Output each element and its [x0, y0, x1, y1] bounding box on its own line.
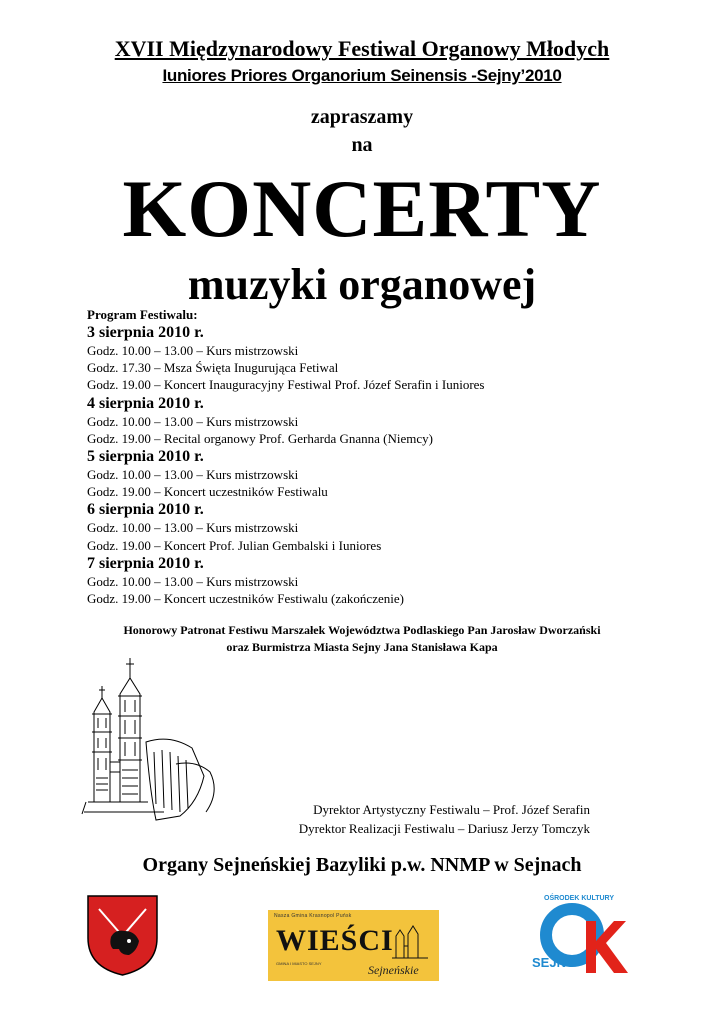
coat-of-arms-logo — [85, 893, 160, 978]
directors — [200, 800, 590, 838]
wiesci-wordmark: WIEŚCI — [276, 924, 394, 957]
event-line: Godz. 19.00 – Koncert uczestników Festiwalu (zakończenie) — [87, 591, 404, 607]
wiesci-script: Sejneńskie — [368, 963, 419, 977]
production-director: Dyrektor Realizacji Festiwalu – Dariusz Jerzy Tomczyk — [298, 821, 590, 836]
event-line: Godz. 10.00 – 13.00 – Kurs mistrzowski — [87, 467, 299, 483]
invite-line-2: na — [351, 134, 373, 156]
day-date: 6 sierpnia 2010 r. — [87, 501, 204, 519]
day-date: 7 sierpnia 2010 r. — [87, 554, 204, 572]
day-date: 5 sierpnia 2010 r. — [87, 448, 204, 466]
program-day — [87, 554, 687, 607]
organ-line: Organy Sejneńskiej Bazyliki p.w. NNMP w Sejnach — [142, 854, 582, 876]
event-line: Godz. 19.00 – Koncert uczestników Festiwalu — [87, 484, 328, 500]
festival-subtitle: Iuniores Priores Organorium Seinensis -Sejny’2010 — [162, 66, 562, 85]
ok-sejny-logo — [530, 895, 630, 977]
patronage-line-1: Honorowy Patronat Festiwu Marszałek Województwa Podlaskiego Pan Jarosław Dworzański — [123, 623, 601, 637]
invitation — [0, 103, 724, 159]
program — [87, 307, 687, 607]
event-line: Godz. 19.00 – Koncert Prof. Julian Gembalski i Iuniores — [87, 537, 382, 553]
wiesci-small-text: GMINA I MIASTO SEJNY — [276, 961, 322, 966]
headline: KONCERTY — [122, 163, 602, 254]
wiesci-tagline: Nasza Gmina Krasnopol Puńsk — [274, 913, 352, 919]
church-icon — [390, 924, 430, 960]
event-line: Godz. 10.00 – 13.00 – Kurs mistrzowski — [87, 520, 299, 536]
wiesci-logo — [268, 910, 439, 981]
event-line: Godz. 19.00 – Recital organowy Prof. Gerharda Gnanna (Niemcy) — [87, 430, 433, 446]
event-line: Godz. 10.00 – 13.00 – Kurs mistrzowski — [87, 413, 299, 429]
program-day — [87, 323, 687, 394]
ok-arc-text: OŚRODEK KULTURY — [544, 895, 614, 902]
subheadline: muzyki organowej — [187, 260, 537, 309]
artistic-director: Dyrektor Artystyczny Festiwalu – Prof. Józef Serafin — [313, 802, 590, 817]
event-line: Godz. 10.00 – 13.00 – Kurs mistrzowski — [87, 343, 299, 358]
program-label: Program Festiwalu: — [87, 307, 198, 322]
invite-line-1: zapraszamy — [310, 106, 414, 128]
program-day — [87, 500, 687, 553]
event-line: Godz. 10.00 – 13.00 – Kurs mistrzowski — [87, 573, 299, 589]
program-day — [87, 447, 687, 500]
ok-town: SEJNY — [532, 955, 575, 970]
event-line: Godz. 19.00 – Koncert Inauguracyjny Festiwal Prof. Józef Serafin i Iuniores — [87, 377, 485, 393]
basilica-illustration — [80, 652, 230, 824]
festival-title: XVII Międzynarodowy Festiwal Organowy Młodych — [114, 36, 610, 61]
patronage-line-2: oraz Burmistrza Miasta Sejny Jana Stanisława Kapa — [226, 640, 498, 654]
day-date: 4 sierpnia 2010 r. — [87, 394, 204, 412]
program-day — [87, 394, 687, 447]
day-date: 3 sierpnia 2010 r. — [87, 324, 204, 341]
event-line: Godz. 17.30 – Msza Święta Inugurująca Fetiwal — [87, 360, 339, 376]
patronage — [0, 622, 724, 656]
